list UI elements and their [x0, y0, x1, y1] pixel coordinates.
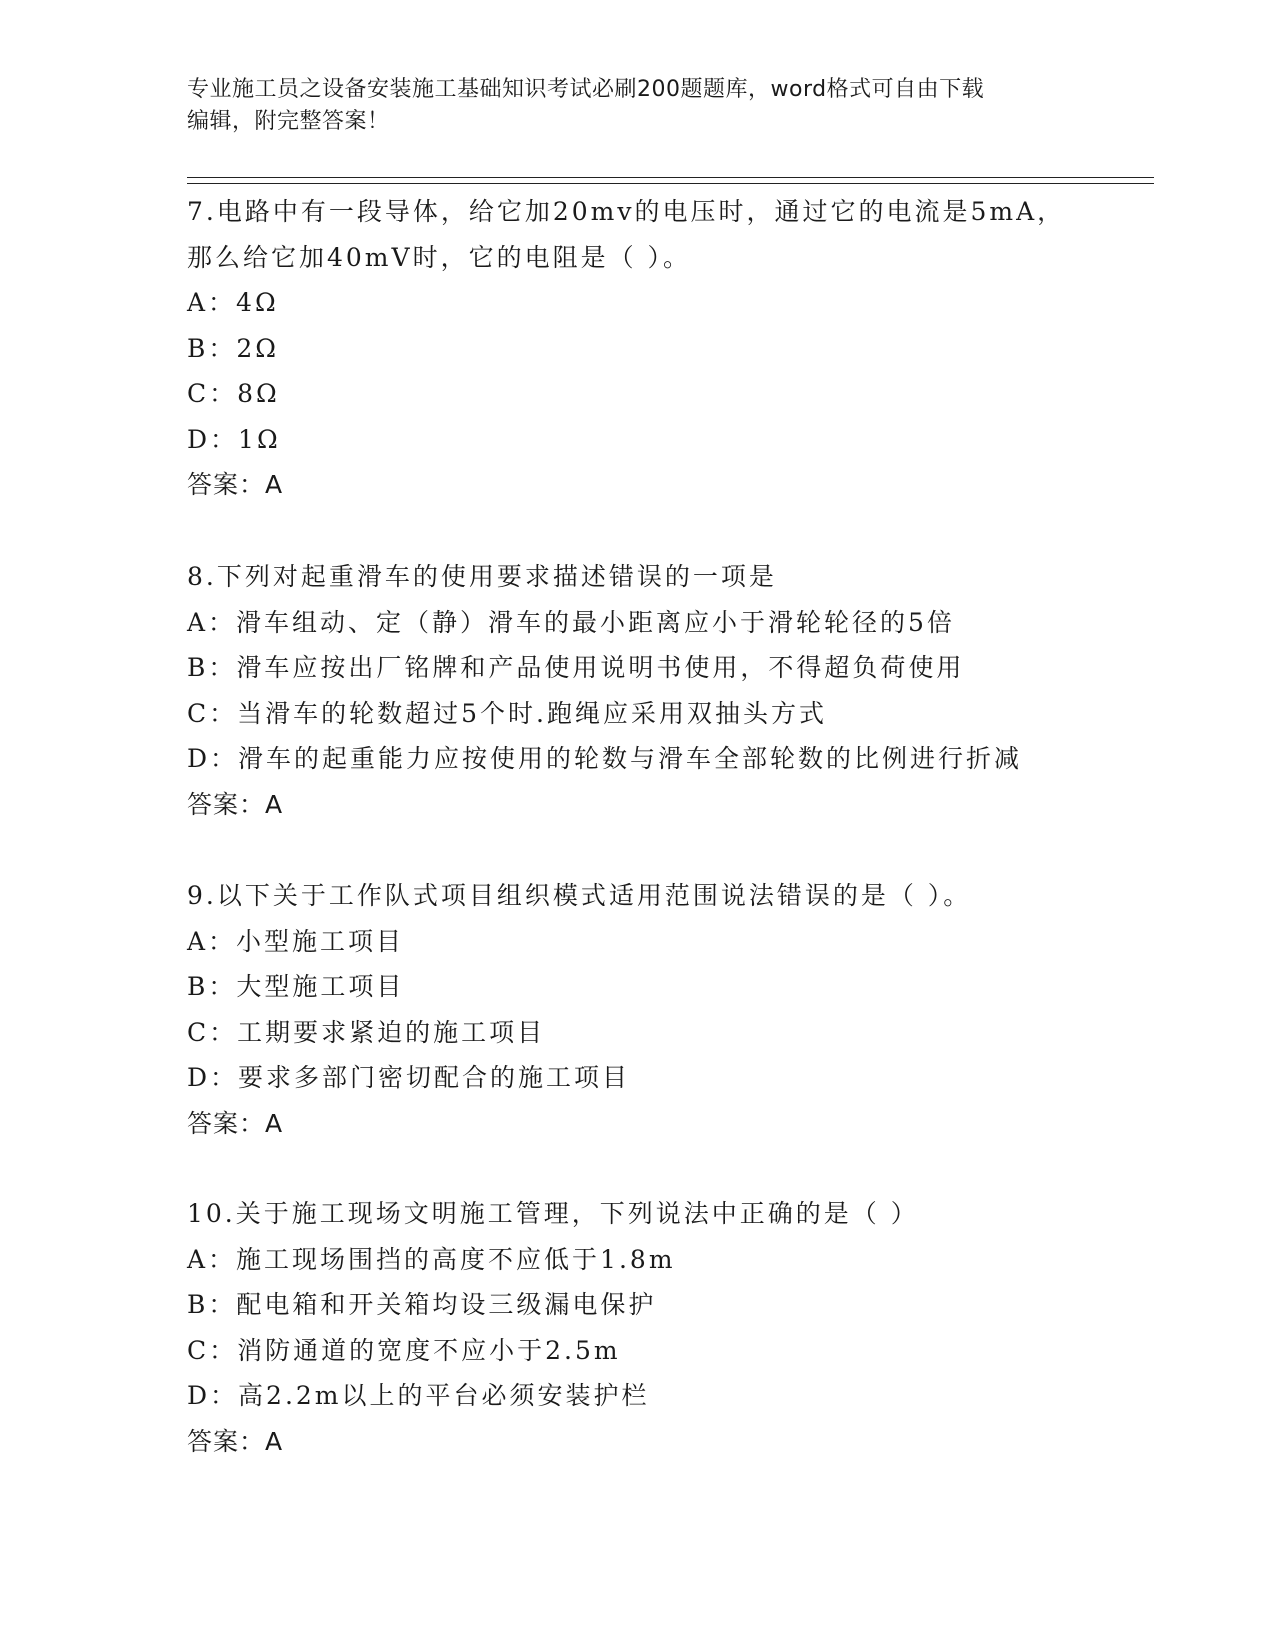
question-stem: 10.关于施工现场文明施工管理，下列说法中正确的是（ ） — [187, 1199, 919, 1228]
option-b: B：滑车应按出厂铭牌和产品使用说明书使用，不得超负荷使用 — [187, 653, 965, 682]
question-stem: 7.电路中有一段导体，给它加20mv的电压时，通过它的电流是5mA， — [187, 197, 1066, 226]
option-d: D：要求多部门密切配合的施工项目 — [187, 1063, 631, 1092]
option-d: D：1Ω — [187, 424, 281, 454]
question-stem: 那么给它加40mV时，它的电阻是（ ）。 — [187, 242, 692, 272]
header-divider-top — [187, 177, 1154, 178]
option-c: C：工期要求紧迫的施工项目 — [187, 1017, 546, 1047]
option-d: D：滑车的起重能力应按使用的轮数与滑车全部轮数的比例进行折减 — [187, 744, 1023, 773]
document-header — [187, 74, 1067, 138]
question-7 — [187, 189, 1087, 508]
option-a: A：施工现场围挡的高度不应低于1.8m — [187, 1244, 676, 1274]
header-divider-bottom — [187, 183, 1154, 184]
header-title-line-1: 专业施工员之设备安装施工基础知识考试必刷200题题库，word格式可自由下载 — [187, 77, 985, 102]
answer-line: 答案：A — [187, 789, 284, 819]
option-b: B：配电箱和开关箱均设三级漏电保护 — [187, 1290, 657, 1319]
option-b: B：2Ω — [187, 333, 280, 363]
answer-line: 答案：A — [187, 1426, 284, 1456]
option-a: A：4Ω — [187, 288, 279, 317]
option-c: C：当滑车的轮数超过5个时.跑绳应采用双抽头方式 — [187, 698, 827, 728]
option-c: C：消防通道的宽度不应小于2.5m — [187, 1335, 621, 1365]
option-a: A：滑车组动、定（静）滑车的最小距离应小于滑轮轮径的5倍 — [187, 607, 955, 637]
question-stem: 9.以下关于工作队式项目组织模式适用范围说法错误的是（ ）。 — [187, 881, 972, 910]
option-c: C：8Ω — [187, 379, 280, 408]
option-a: A：小型施工项目 — [187, 926, 405, 956]
answer-line: 答案：A — [187, 1108, 284, 1138]
option-b: B：大型施工项目 — [187, 972, 405, 1001]
question-stem: 8.下列对起重滑车的使用要求描述错误的一项是 — [187, 562, 777, 591]
answer-line: 答案：A — [187, 470, 284, 499]
header-title-line-2: 编辑，附完整答案！ — [187, 109, 390, 134]
option-d: D：高2.2m以上的平台必须安装护栏 — [187, 1381, 650, 1410]
question-10 — [187, 1191, 1087, 1464]
question-8 — [187, 554, 1087, 827]
question-9 — [187, 873, 1087, 1146]
